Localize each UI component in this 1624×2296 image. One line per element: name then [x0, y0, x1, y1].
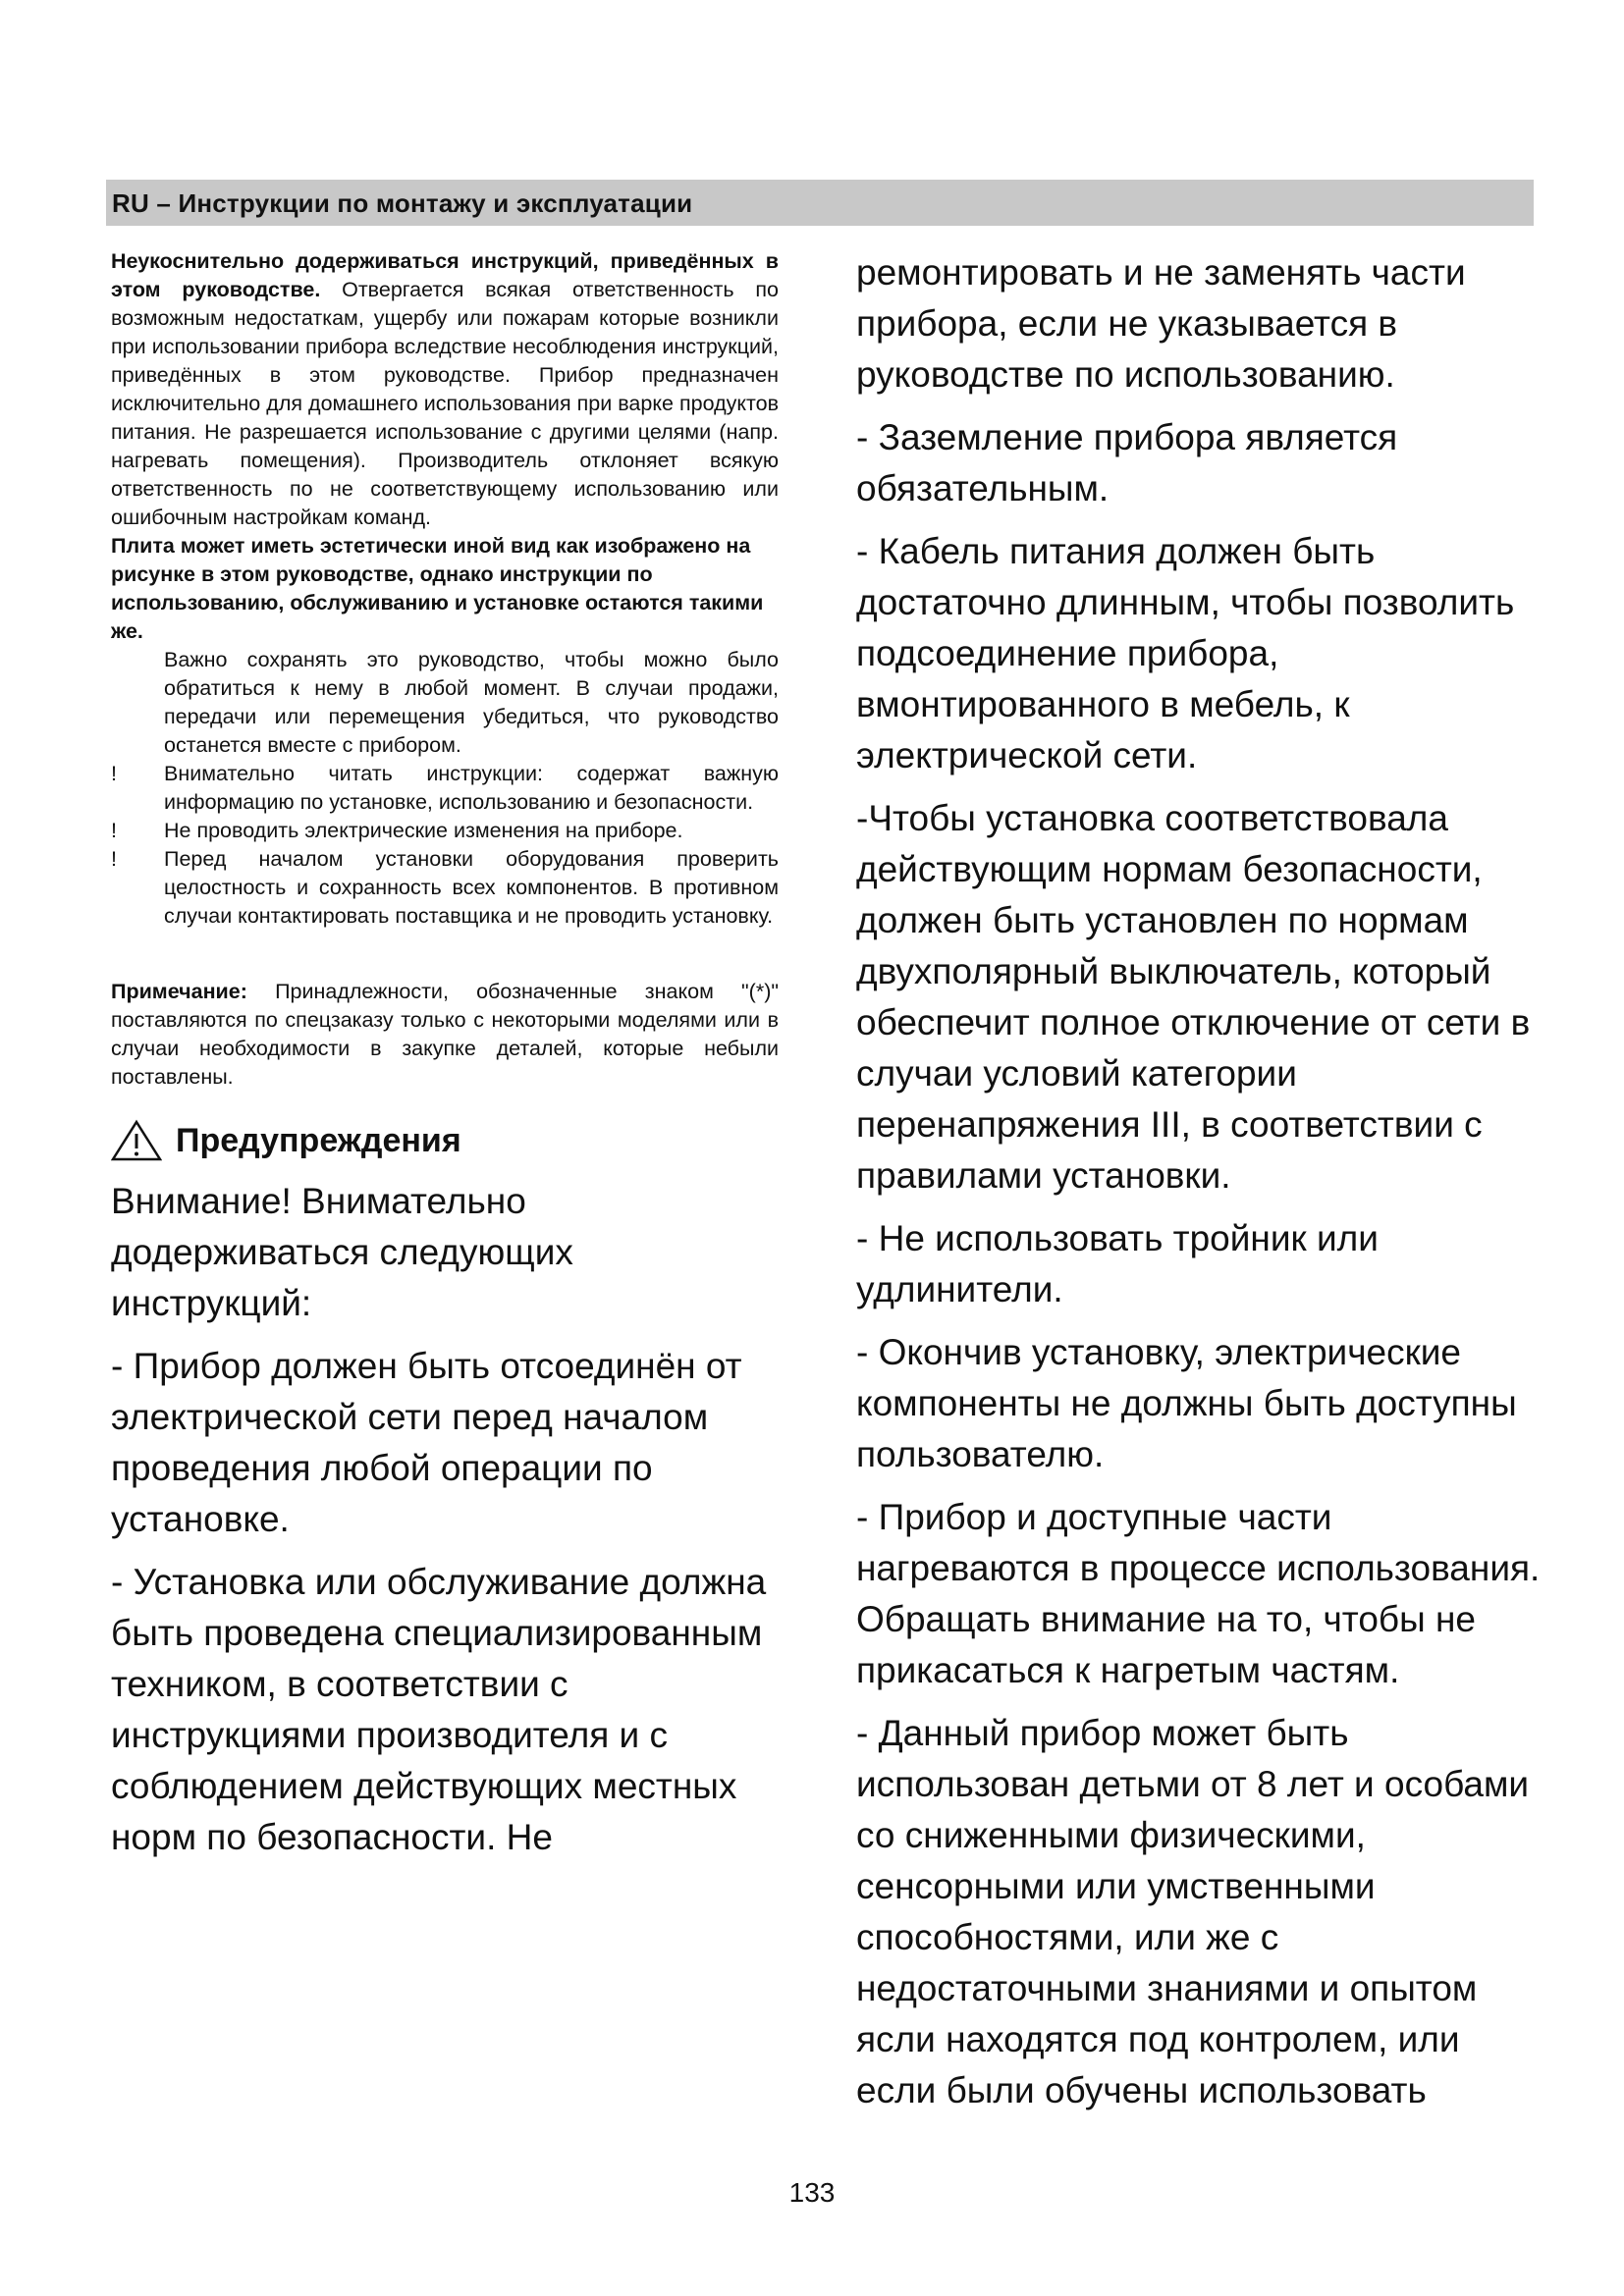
warning-triangle-icon	[111, 1119, 162, 1162]
appearance-note: Плита может иметь эстетически иной вид как изображено на рисунке в этом руководстве, однако инструкции по использованию, обслуживанию и установке остаются такими же.	[111, 534, 764, 643]
right-column	[856, 247, 1543, 2128]
warnings-title: Предупреждения	[176, 1121, 461, 1159]
note-label: Примечание:	[111, 980, 247, 1003]
warning-paragraph: - Заземление прибора является обязательным.	[856, 417, 1398, 508]
section-header-bar	[106, 180, 1534, 226]
warning-paragraph: ремонтировать и не заменять части прибора, если не указывается в руководстве по использованию.	[856, 252, 1466, 395]
warning-paragraph: - Данный прибор может быть использован детьми от 8 лет и особами со сниженными физическими, сенсорными или умственными способностями, или же с недостаточными знаниями и опытом ясли находятся под контролем, или если были обучены использовать	[856, 1713, 1530, 2110]
exclamation-mark: !	[111, 762, 117, 785]
warning-paragraph: - Окончив установку, электрические компоненты не должны быть доступны пользователю.	[856, 1332, 1517, 1474]
left-column	[111, 247, 779, 1875]
warning-paragraph: - Прибор и доступные части нагреваются в процессе использования. Обращать внимание на то, чтобы не прикасаться к нагретым частям.	[856, 1497, 1541, 1690]
exclamation-mark: !	[111, 819, 117, 842]
bang-item-text: Не проводить электрические изменения на приборе.	[164, 819, 683, 842]
exclamation-mark: !	[111, 847, 117, 871]
bang-item-text: Перед началом установки оборудования проверить целостность и сохранность всех компонентов. В противном случаи контактировать поставщика и не проводить установку.	[164, 847, 779, 928]
note-paragraph	[111, 978, 779, 1092]
bang-item	[111, 760, 779, 817]
note-text: Принадлежности, обозначенные знаком "(*)" поставляются по спецзаказу только с некоторыми моделями или в случаи необходимости в закупке деталей, которые небыли поставлены.	[111, 980, 779, 1089]
warning-paragraph: - Прибор должен быть отсоединён от электрической сети перед началом проведения любой операции по установке.	[111, 1346, 742, 1539]
page-number: 133	[788, 2177, 836, 2208]
warning-paragraph: -Чтобы установка соответствовала действующим нормам безопасности, должен быть установлен по нормам двухполярный выключатель, который обеспечит полное отключение от сети в случаи условий категории перенапряжения III, в соответствии с правилами установки.	[856, 798, 1531, 1196]
warning-paragraph: - Установка или обслуживание должна быть проведена специализированным техником, в соответствии с инструкциями производителя и с соблюдением действующих местных норм по безопасности. Не	[111, 1562, 767, 1857]
keep-manual-paragraph: Важно сохранять это руководство, чтобы можно было обратиться к нему в любой момент. В случаи продажи, передачи или перемещения убедиться, что руководство останется вместе с прибором.	[164, 648, 779, 757]
warning-paragraph: Внимание! Внимательно додерживаться следующих инструкций:	[111, 1181, 573, 1323]
bang-item-text: Внимательно читать инструкции: содержат важную информацию по установке, использованию и безопасности.	[164, 762, 779, 814]
intro-text: Отвергается всякая ответственность по возможным недостаткам, ущербу или пожарам которые возникли при использовании прибора вследствие несоблюдения инструкций, приведённых в этом руководстве. Прибор предназначен исключительно для домашнего использования при варке продуктов питания. Не разрешается использование с другими целями (напр. нагревать помещения). Производитель отклоняет всякую ответственность по не соответствующему использованию или ошибочным настройкам команд.	[111, 278, 779, 529]
section-title: RU – Инструкции по монтажу и эксплуатации	[112, 188, 693, 218]
bang-item	[111, 817, 779, 845]
bang-item	[111, 845, 779, 931]
warning-paragraph: - Кабель питания должен быть достаточно длинным, чтобы позволить подсоединение прибора, вмонтированного в мебель, к электрической сети.	[856, 531, 1515, 775]
warnings-heading	[111, 1119, 779, 1162]
warning-paragraph: - Не использовать тройник или удлинители.	[856, 1218, 1379, 1309]
intro-bold: Неукоснительно додерживаться инструкций, приведённых в этом руководстве.	[111, 249, 779, 301]
intro-paragraph	[111, 247, 779, 532]
